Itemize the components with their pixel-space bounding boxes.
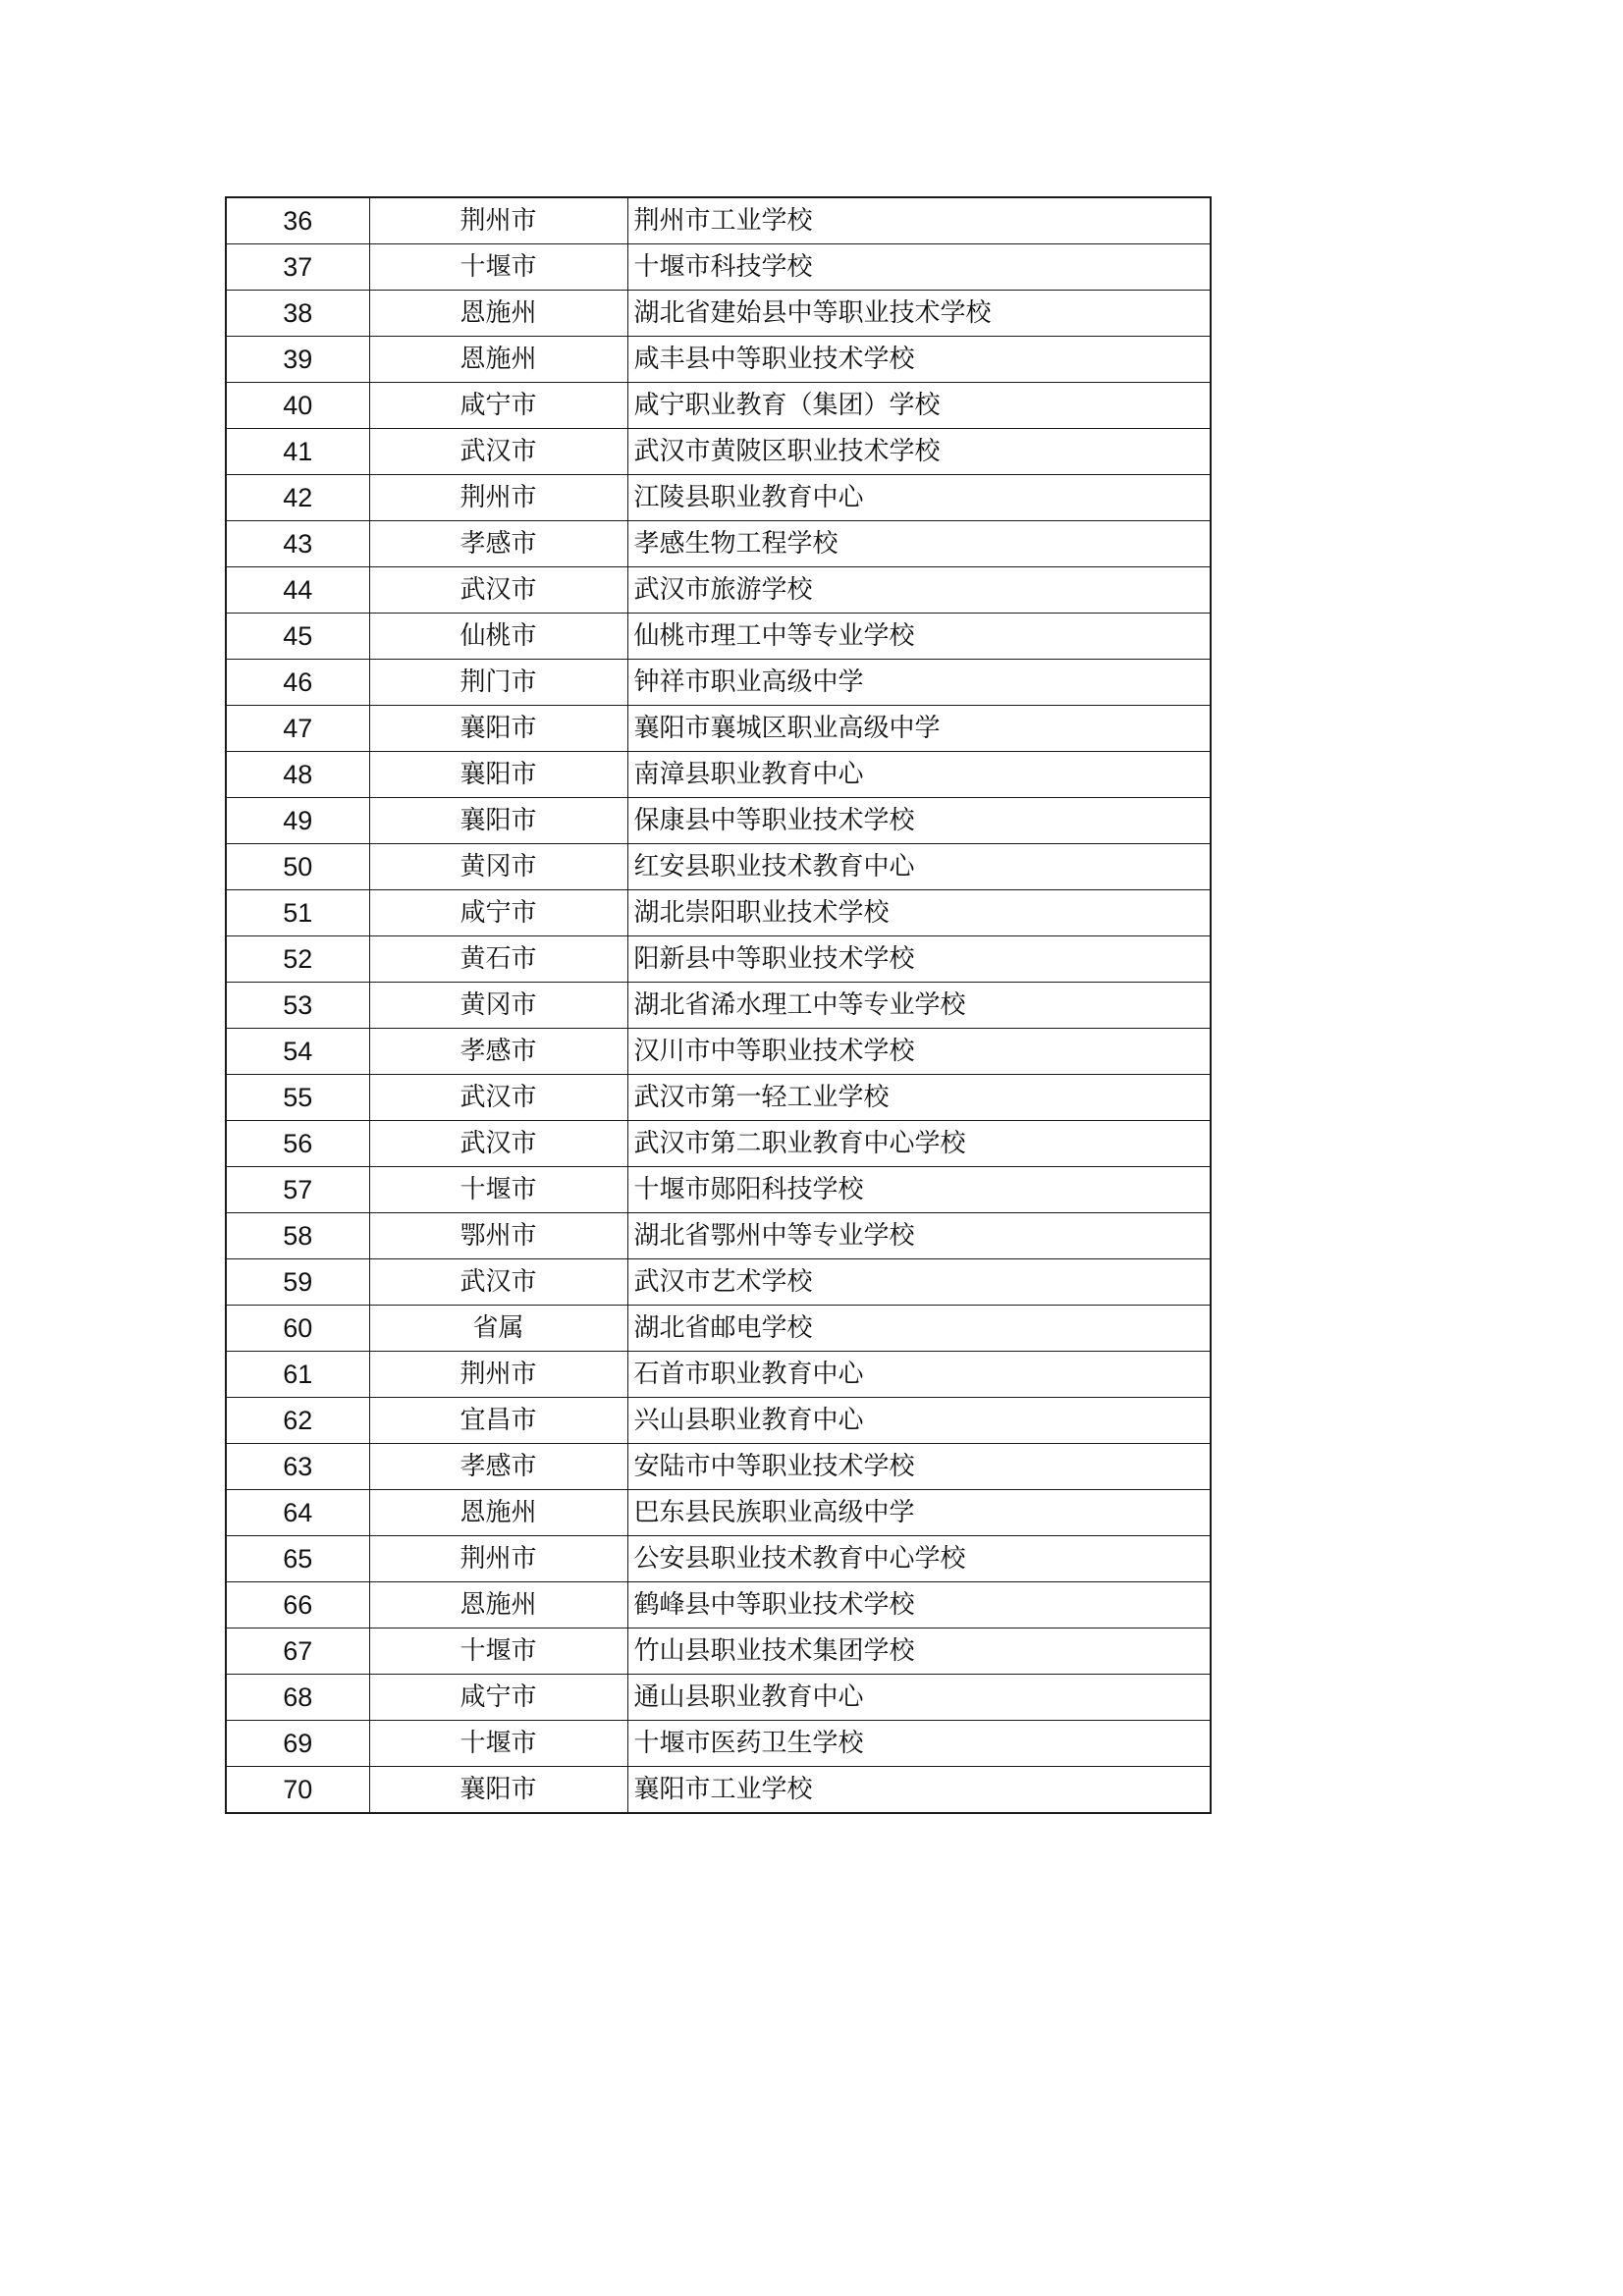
table-row (226, 660, 1211, 706)
school-name-cell: 武汉市艺术学校 (627, 1259, 1211, 1306)
school-name-cell: 武汉市第一轻工业学校 (627, 1075, 1211, 1121)
table-row (226, 844, 1211, 890)
row-number-cell: 55 (226, 1075, 369, 1121)
row-number-cell: 58 (226, 1213, 369, 1259)
region-cell: 黄冈市 (369, 844, 627, 890)
school-name-cell: 襄阳市工业学校 (627, 1767, 1211, 1814)
school-name-cell: 鹤峰县中等职业技术学校 (627, 1582, 1211, 1629)
row-number-cell: 53 (226, 983, 369, 1029)
school-name-cell: 石首市职业教育中心 (627, 1352, 1211, 1398)
school-name-cell: 十堰市医药卫生学校 (627, 1721, 1211, 1767)
row-number-cell: 36 (226, 197, 369, 244)
table-row (226, 798, 1211, 844)
table-row (226, 890, 1211, 936)
row-number-cell: 63 (226, 1444, 369, 1490)
table-row (226, 1352, 1211, 1398)
school-name-cell: 荆州市工业学校 (627, 197, 1211, 244)
school-name-cell: 湖北崇阳职业技术学校 (627, 890, 1211, 936)
region-cell: 咸宁市 (369, 1675, 627, 1721)
row-number-cell: 37 (226, 244, 369, 291)
school-name-cell: 红安县职业技术教育中心 (627, 844, 1211, 890)
school-name-cell: 武汉市黄陂区职业技术学校 (627, 429, 1211, 475)
region-cell: 武汉市 (369, 567, 627, 614)
table-row (226, 429, 1211, 475)
school-list-table (225, 196, 1212, 1814)
table-row (226, 614, 1211, 660)
region-cell: 鄂州市 (369, 1213, 627, 1259)
row-number-cell: 70 (226, 1767, 369, 1814)
table-row (226, 383, 1211, 429)
row-number-cell: 61 (226, 1352, 369, 1398)
school-name-cell: 兴山县职业教育中心 (627, 1398, 1211, 1444)
region-cell: 荆门市 (369, 660, 627, 706)
table-row (226, 983, 1211, 1029)
table-row (226, 1398, 1211, 1444)
row-number-cell: 38 (226, 291, 369, 337)
table-row (226, 1582, 1211, 1629)
row-number-cell: 40 (226, 383, 369, 429)
table-row (226, 1029, 1211, 1075)
table-row (226, 1444, 1211, 1490)
region-cell: 恩施州 (369, 1582, 627, 1629)
row-number-cell: 45 (226, 614, 369, 660)
school-name-cell: 咸宁职业教育（集团）学校 (627, 383, 1211, 429)
region-cell: 武汉市 (369, 429, 627, 475)
school-name-cell: 武汉市第二职业教育中心学校 (627, 1121, 1211, 1167)
school-name-cell: 湖北省浠水理工中等专业学校 (627, 983, 1211, 1029)
school-name-cell: 湖北省鄂州中等专业学校 (627, 1213, 1211, 1259)
school-name-cell: 江陵县职业教育中心 (627, 475, 1211, 521)
row-number-cell: 41 (226, 429, 369, 475)
region-cell: 孝感市 (369, 1444, 627, 1490)
school-name-cell: 竹山县职业技术集团学校 (627, 1629, 1211, 1675)
table-row (226, 1536, 1211, 1582)
row-number-cell: 64 (226, 1490, 369, 1536)
table-row (226, 1675, 1211, 1721)
table-row (226, 752, 1211, 798)
row-number-cell: 49 (226, 798, 369, 844)
table-row (226, 936, 1211, 983)
row-number-cell: 39 (226, 337, 369, 383)
region-cell: 武汉市 (369, 1121, 627, 1167)
table-row (226, 1629, 1211, 1675)
school-name-cell: 安陆市中等职业技术学校 (627, 1444, 1211, 1490)
table-row (226, 1259, 1211, 1306)
region-cell: 恩施州 (369, 1490, 627, 1536)
row-number-cell: 60 (226, 1306, 369, 1352)
row-number-cell: 47 (226, 706, 369, 752)
school-name-cell: 十堰市科技学校 (627, 244, 1211, 291)
table-row (226, 1767, 1211, 1814)
table-row (226, 1213, 1211, 1259)
region-cell: 十堰市 (369, 244, 627, 291)
table-row (226, 1075, 1211, 1121)
school-name-cell: 湖北省建始县中等职业技术学校 (627, 291, 1211, 337)
school-name-cell: 通山县职业教育中心 (627, 1675, 1211, 1721)
row-number-cell: 44 (226, 567, 369, 614)
school-name-cell: 巴东县民族职业高级中学 (627, 1490, 1211, 1536)
school-name-cell: 公安县职业技术教育中心学校 (627, 1536, 1211, 1582)
row-number-cell: 57 (226, 1167, 369, 1213)
region-cell: 荆州市 (369, 1352, 627, 1398)
region-cell: 恩施州 (369, 291, 627, 337)
region-cell: 咸宁市 (369, 383, 627, 429)
school-name-cell: 保康县中等职业技术学校 (627, 798, 1211, 844)
school-name-cell: 钟祥市职业高级中学 (627, 660, 1211, 706)
region-cell: 十堰市 (369, 1167, 627, 1213)
table-row (226, 706, 1211, 752)
table-row (226, 567, 1211, 614)
region-cell: 荆州市 (369, 197, 627, 244)
region-cell: 荆州市 (369, 1536, 627, 1582)
region-cell: 孝感市 (369, 1029, 627, 1075)
school-name-cell: 湖北省邮电学校 (627, 1306, 1211, 1352)
row-number-cell: 42 (226, 475, 369, 521)
row-number-cell: 56 (226, 1121, 369, 1167)
school-name-cell: 孝感生物工程学校 (627, 521, 1211, 567)
region-cell: 黄冈市 (369, 983, 627, 1029)
row-number-cell: 43 (226, 521, 369, 567)
row-number-cell: 68 (226, 1675, 369, 1721)
row-number-cell: 69 (226, 1721, 369, 1767)
table-row (226, 291, 1211, 337)
school-name-cell: 仙桃市理工中等专业学校 (627, 614, 1211, 660)
table-body (226, 197, 1211, 1813)
row-number-cell: 67 (226, 1629, 369, 1675)
region-cell: 省属 (369, 1306, 627, 1352)
region-cell: 咸宁市 (369, 890, 627, 936)
region-cell: 襄阳市 (369, 752, 627, 798)
table-row (226, 1167, 1211, 1213)
school-name-cell: 阳新县中等职业技术学校 (627, 936, 1211, 983)
table-row (226, 475, 1211, 521)
school-name-cell: 汉川市中等职业技术学校 (627, 1029, 1211, 1075)
school-name-cell: 襄阳市襄城区职业高级中学 (627, 706, 1211, 752)
table-row (226, 521, 1211, 567)
region-cell: 荆州市 (369, 475, 627, 521)
school-name-cell: 十堰市郧阳科技学校 (627, 1167, 1211, 1213)
row-number-cell: 48 (226, 752, 369, 798)
region-cell: 武汉市 (369, 1259, 627, 1306)
region-cell: 宜昌市 (369, 1398, 627, 1444)
row-number-cell: 65 (226, 1536, 369, 1582)
table-row (226, 197, 1211, 244)
table-row (226, 1490, 1211, 1536)
region-cell: 十堰市 (369, 1721, 627, 1767)
region-cell: 襄阳市 (369, 798, 627, 844)
row-number-cell: 50 (226, 844, 369, 890)
region-cell: 黄石市 (369, 936, 627, 983)
row-number-cell: 54 (226, 1029, 369, 1075)
region-cell: 仙桃市 (369, 614, 627, 660)
region-cell: 襄阳市 (369, 706, 627, 752)
region-cell: 恩施州 (369, 337, 627, 383)
school-name-cell: 咸丰县中等职业技术学校 (627, 337, 1211, 383)
school-name-cell: 南漳县职业教育中心 (627, 752, 1211, 798)
region-cell: 十堰市 (369, 1629, 627, 1675)
table-row (226, 1721, 1211, 1767)
row-number-cell: 66 (226, 1582, 369, 1629)
row-number-cell: 62 (226, 1398, 369, 1444)
row-number-cell: 46 (226, 660, 369, 706)
region-cell: 孝感市 (369, 521, 627, 567)
region-cell: 武汉市 (369, 1075, 627, 1121)
table-row (226, 1121, 1211, 1167)
row-number-cell: 51 (226, 890, 369, 936)
region-cell: 襄阳市 (369, 1767, 627, 1814)
table-row (226, 337, 1211, 383)
table-row (226, 1306, 1211, 1352)
row-number-cell: 52 (226, 936, 369, 983)
table-row (226, 244, 1211, 291)
school-name-cell: 武汉市旅游学校 (627, 567, 1211, 614)
row-number-cell: 59 (226, 1259, 369, 1306)
